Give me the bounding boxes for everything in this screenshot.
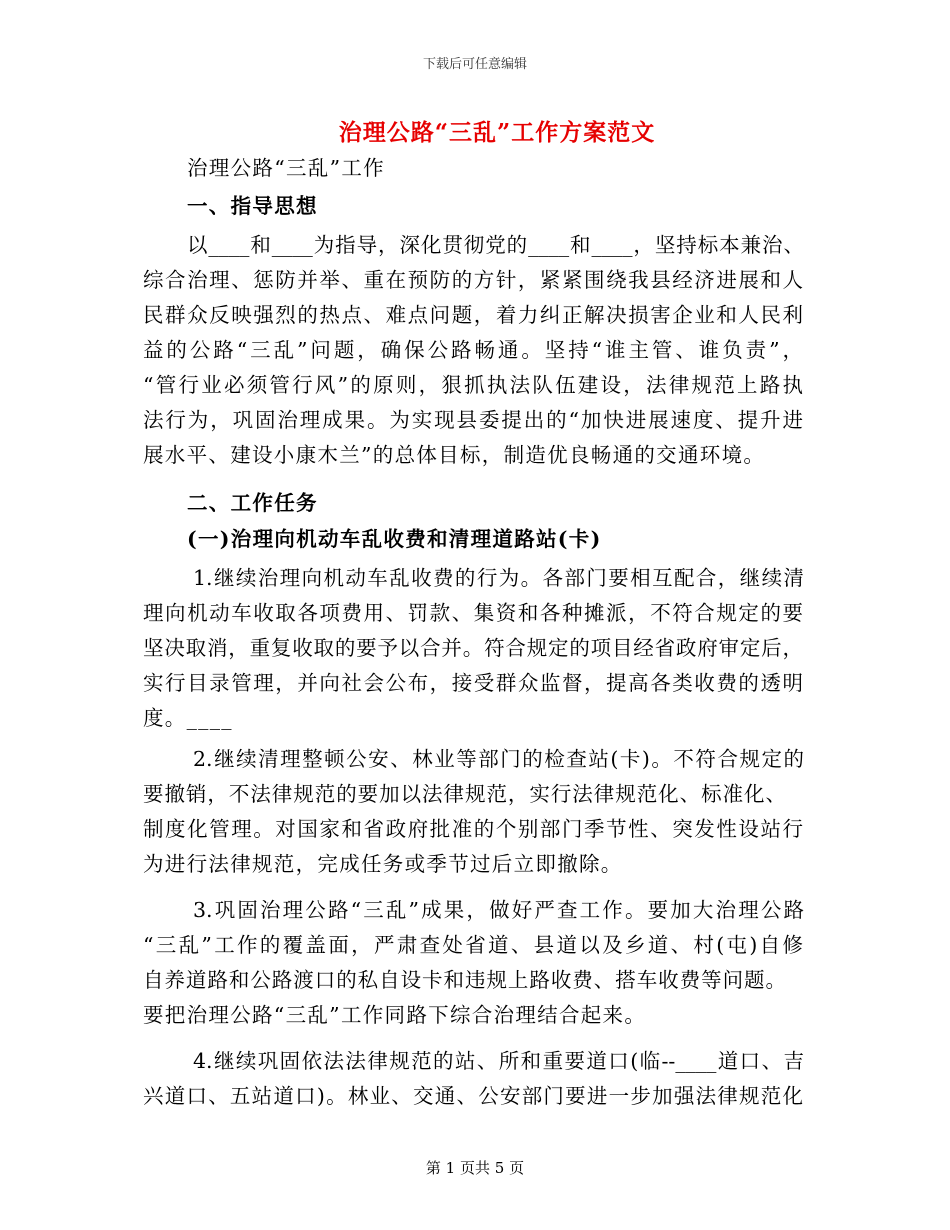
- item-4-line: 兴道口、五站道口)。林业、交通、公安部门要进一步加强法律规范化: [143, 1084, 803, 1108]
- paragraph-line: 以____和____为指导，深化贯彻党的____和____，坚持标本兼治、: [187, 233, 804, 257]
- item-2-line: 2.继续清理整顿公安、林业等部门的检查站(卡)。不符合规定的: [193, 747, 804, 771]
- item-2-line: 要撤销，不法律规范的要加以法律规范，实行法律规范化、标准化、: [143, 782, 786, 806]
- paragraph-line: 法行为，巩固治理成果。为实现县委提出的“加快进展速度、提升进: [143, 408, 803, 432]
- paragraph-line: 民群众反映强烈的热点、难点问题，着力纠正解决损害企业和人民利: [143, 303, 803, 327]
- item-1-line: 实行目录管理，并向社会公布，接受群众监督，提高各类收费的透明: [143, 671, 803, 695]
- paragraph-line: “管行业必须管行风”的原则，狠抓执法队伍建设，法律规范上路执: [143, 373, 803, 397]
- item-2-line: 制度化管理。对国家和省政府批准的个别部门季节性、突发性设站行: [143, 817, 803, 841]
- item-3-line: 要把治理公路“三乱”工作同路下综合治理结合起来。: [143, 1003, 647, 1027]
- item-1-line: 理向机动车收取各项费用、罚款、集资和各种摊派，不符合规定的要: [143, 601, 803, 625]
- item-1-line: 度。____: [143, 706, 233, 730]
- paragraph-line: 益的公路“三乱”问题，确保公路畅通。坚持“谁主管、谁负责”，: [143, 338, 803, 362]
- section-heading-guiding-ideology: 一、指导思想: [187, 194, 318, 218]
- item-4-line: 4.继续巩固依法法律规范的站、所和重要道口(临--____道口、吉: [193, 1049, 804, 1073]
- subsection-heading: (一)治理向机动车乱收费和清理道路站(卡): [187, 527, 602, 551]
- item-1-line: 坚决取消，重复收取的要予以合并。符合规定的项目经省政府审定后，: [143, 636, 803, 660]
- document-subtitle: 治理公路“三乱”工作: [187, 156, 385, 180]
- paragraph-line: 综合治理、惩防并举、重在预防的方针，紧紧围绕我县经济进展和人: [143, 268, 803, 292]
- item-3-line: 自养道路和公路渡口的私自设卡和违规上路收费、搭车收费等问题。: [143, 968, 786, 992]
- item-2-line: 为进行法律规范，完成任务或季节过后立即撤除。: [143, 852, 623, 876]
- document-title: 治理公路“三乱”工作方案范文: [338, 119, 656, 146]
- paragraph-line: 展水平、建设小康木兰”的总体目标，制造优良畅通的交通环境。: [143, 443, 766, 467]
- section-heading-work-tasks: 二、工作任务: [187, 491, 318, 515]
- page-number-footer: 第 1 页共 5 页: [425, 1159, 525, 1177]
- item-1-line: 1.继续治理向机动车乱收费的行为。各部门要相互配合，继续清: [193, 566, 804, 590]
- item-3-line: “三乱”工作的覆盖面，严肃查处省道、县道以及乡道、村(屯)自修: [143, 933, 803, 957]
- page-header-note: 下载后可任意编辑: [422, 57, 527, 72]
- item-3-line: 3.巩固治理公路“三乱”成果，做好严查工作。要加大治理公路: [193, 898, 804, 922]
